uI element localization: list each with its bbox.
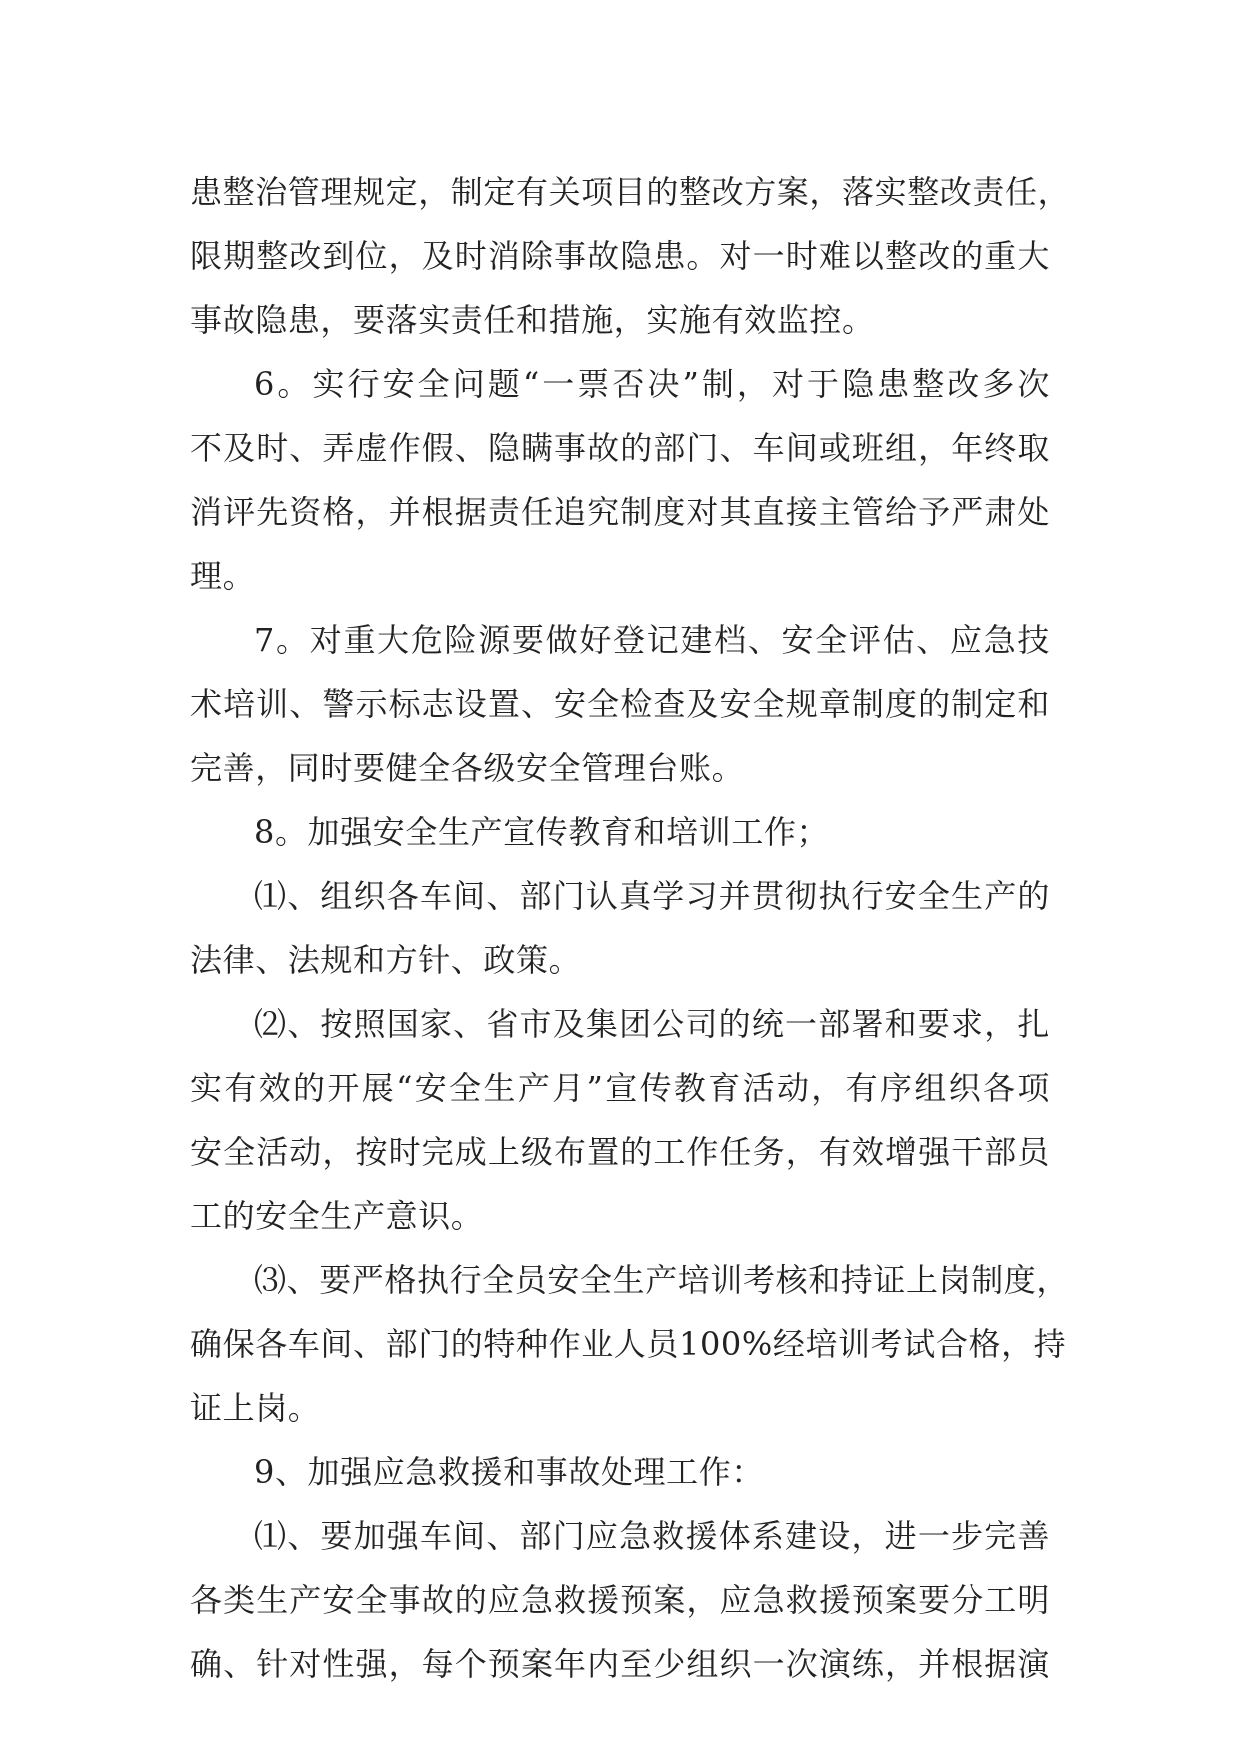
text-line: 确保各车间、部门的特种作业人员100%经培训考试合格，持 (190, 1325, 1067, 1363)
text-line: 8。加强安全生产宣传教育和培训工作； (254, 813, 830, 851)
text-line: 术培训、警示标志设置、安全检查及安全规章制度的制定和 (190, 685, 1050, 723)
text-line: ⑵、按照国家、省市及集团公司的统一部署和要求，扎 (254, 1005, 1050, 1043)
text-line: 工的安全生产意识。 (190, 1197, 484, 1235)
text-line: 完善，同时要健全各级安全管理台账。 (190, 749, 745, 787)
text-line: 限期整改到位，及时消除事故隐患。对一时难以整改的重大 (190, 237, 1050, 275)
text-line: 事故隐患，要落实责任和措施，实施有效监控。 (190, 301, 875, 339)
text-line: ⑶、要严格执行全员安全生产培训考核和持证上岗制度， (254, 1261, 1070, 1299)
text-line: 消评先资格，并根据责任追究制度对其直接主管给予严肃处 (190, 493, 1050, 531)
text-line: 7。对重大危险源要做好登记建档、安全评估、应急技 (254, 621, 1050, 659)
text-line: 安全活动，按时完成上级布置的工作任务，有效增强干部员 (190, 1133, 1050, 1171)
text-line: 确、针对性强，每个预案年内至少组织一次演练，并根据演 (190, 1645, 1050, 1683)
text-line: 各类生产安全事故的应急救援预案，应急救援预案要分工明 (190, 1581, 1050, 1619)
text-line: ⑴、要加强车间、部门应急救援体系建设，进一步完善 (254, 1517, 1050, 1555)
text-line: 法律、法规和方针、政策。 (190, 941, 582, 979)
text-line: 6。实行安全问题“一票否决”制，对于隐患整改多次 (254, 365, 1050, 403)
text-line: 实有效的开展“安全生产月”宣传教育活动，有序组织各项 (190, 1069, 1050, 1107)
text-line: ⑴、组织各车间、部门认真学习并贯彻执行安全生产的 (254, 877, 1050, 915)
text-line: 理。 (190, 557, 256, 595)
text-line: 9、加强应急救援和事故处理工作： (254, 1453, 764, 1491)
text-line: 证上岗。 (190, 1389, 321, 1427)
text-line: 患整治管理规定，制定有关项目的整改方案，落实整改责任， (190, 173, 1071, 211)
document-body (190, 160, 1071, 1696)
text-line: 不及时、弄虚作假、隐瞒事故的部门、车间或班组，年终取 (190, 429, 1050, 467)
